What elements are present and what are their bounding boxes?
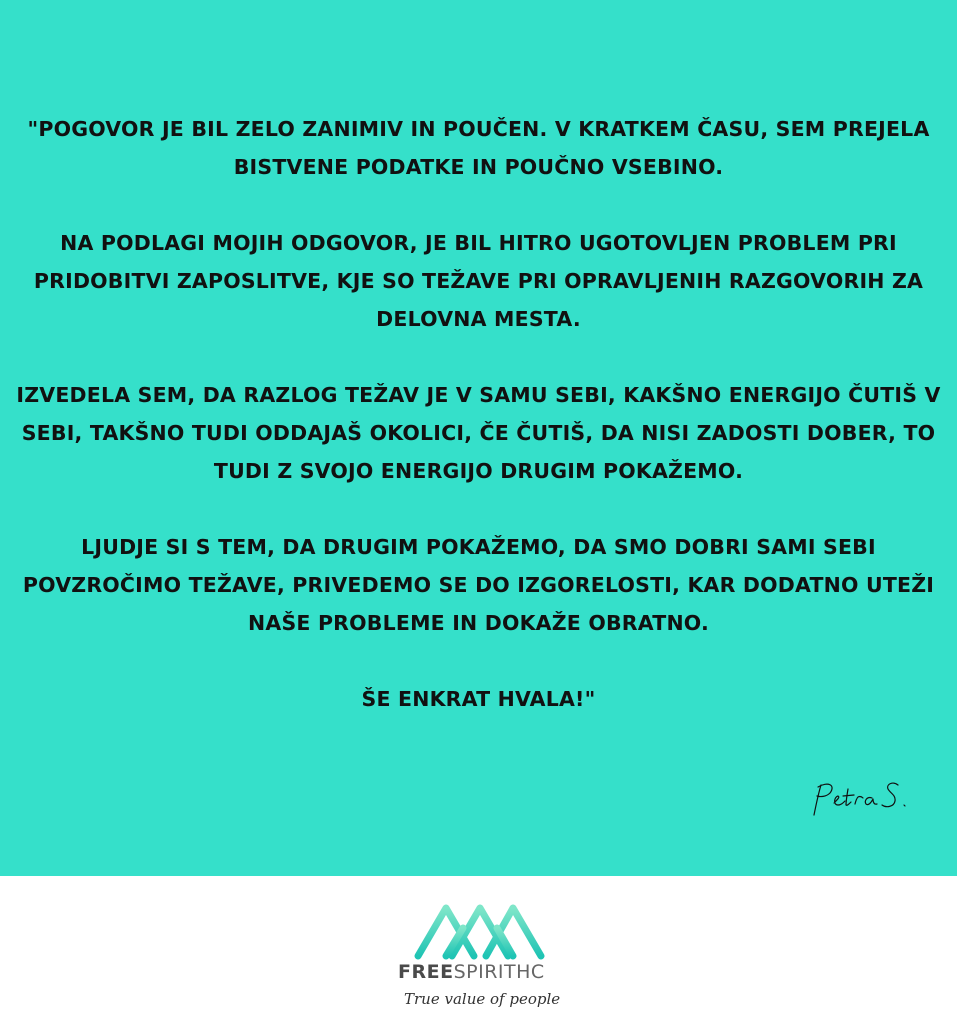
brand-name-hc: HC — [516, 961, 545, 983]
quote-paragraph-3: IZVEDELA SEM, DA RAZLOG TEŽAV JE V SAMU SEBI, KAKŠNO ENERGIJO ČUTIŠ V SEBI, TAKŠNO TUDI ODDAJAŠ OKOLICI, ČE ČUTIŠ, DA NISI ZADOSTI DOBER, TO TUDI Z SVOJO ENERGIJO DRUGIM POKAŽEMO. — [16, 383, 941, 483]
brand-name-spirit: SPIRIT — [453, 961, 517, 983]
quote-paragraph-5: ŠE ENKRAT HVALA!" — [361, 687, 596, 711]
quote-paragraph-1: "POGOVOR JE BIL ZELO ZANIMIV IN POUČEN. V KRATKEM ČASU, SEM PREJELA BISTVENE PODATKE IN POUČNO VSEBINO. — [27, 117, 930, 179]
brand-name-free: FREE — [398, 961, 454, 983]
quote-paragraph-2: NA PODLAGI MOJIH ODGOVOR, JE BIL HITRO UGOTOVLJEN PROBLEM PRI PRIDOBITVI ZAPOSLITVE, KJE SO TEŽAVE PRI OPRAVLJENIH RAZGOVORIH ZA DELOVNA MESTA. — [33, 231, 924, 331]
brand-logo — [398, 898, 563, 1018]
brand-tagline: True value of people — [404, 990, 561, 1008]
testimonial-quote — [10, 110, 947, 718]
signature — [800, 775, 920, 825]
triple-mountain-logo-icon — [412, 898, 547, 962]
brand-name — [398, 961, 563, 983]
quote-paragraph-4: LJUDJE SI S TEM, DA DRUGIM POKAŽEMO, DA SMO DOBRI SAMI SEBI POVZROČIMO TEŽAVE, PRIVEDEMO SE DO IZGORELOSTI, KAR DODATNO UTEŽI NAŠE PROBLEME IN DOKAŽE OBRATNO. — [22, 535, 935, 635]
